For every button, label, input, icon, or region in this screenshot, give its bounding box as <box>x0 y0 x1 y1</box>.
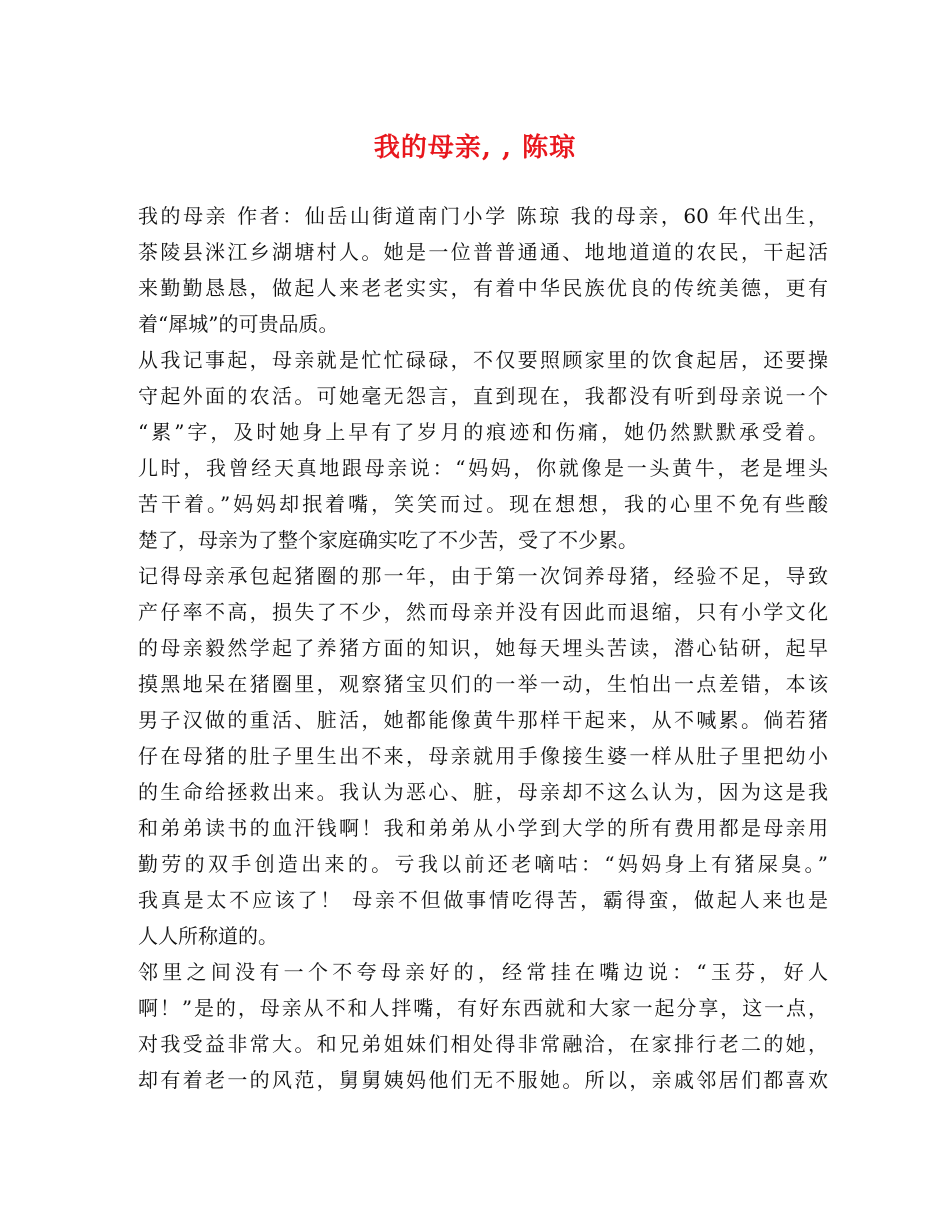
text-line: 对我受益非常大。和兄弟姐妹们相处得非常融洽，在家排行老二的她， <box>138 1032 828 1056</box>
text-line: 的母亲毅然学起了养猪方面的知识，她每天埋头苦读，潜心钻研，起早 <box>138 636 828 660</box>
document-body <box>138 198 828 1098</box>
text-line: 记得母亲承包起猪圈的那一年，由于第一次饲养母猪，经验不足，导致 <box>138 564 828 588</box>
text-line: 人人所称道的。 <box>138 924 278 948</box>
text-line: 儿时，我曾经天真地跟母亲说：“妈妈，你就像是一头黄牛，老是埋头 <box>138 456 828 480</box>
text-line: 仔在母猪的肚子里生出不来，母亲就用手像接生婆一样从肚子里把幼小 <box>138 744 828 768</box>
text-line: “累”字，及时她身上早有了岁月的痕迹和伤痛，她仍然默默承受着。 <box>138 420 828 444</box>
text-line: 却有着老一的风范，舅舅姨妈他们无不服她。所以，亲戚邻居们都喜欢 <box>138 1068 828 1092</box>
text-line: 苦干着。”妈妈却抿着嘴，笑笑而过。现在想想，我的心里不免有些酸 <box>138 492 828 516</box>
document-title: 我的母亲, , 陈琼 <box>373 133 577 163</box>
text-line: 摸黑地呆在猪圈里，观察猪宝贝们的一举一动，生怕出一点差错，本该 <box>138 672 828 696</box>
text-line: 着“犀城”的可贵品质。 <box>138 312 339 336</box>
text-line: 和弟弟读书的血汗钱啊！我和弟弟从小学到大学的所有费用都是母亲用 <box>138 816 828 840</box>
text-line: 楚了，母亲为了整个家庭确实吃了不少苦，受了不少累。 <box>138 528 638 552</box>
text-line: 茶陵县洣江乡湖塘村人。她是一位普普通通、地地道道的农民，干起活 <box>138 240 828 264</box>
text-line: 邻里之间没有一个不夸母亲好的，经常挂在嘴边说：“玉芬，好人 <box>138 960 828 984</box>
text-line: 男子汉做的重活、脏活，她都能像黄牛那样干起来，从不喊累。倘若猪 <box>138 708 828 732</box>
text-line: 的生命给拯救出来。我认为恶心、脏，母亲却不这么认为，因为这是我 <box>138 780 828 804</box>
text-line: 我的母亲 作者：仙岳山街道南门小学 陈琼 我的母亲，60 年代出生， <box>138 204 828 228</box>
text-line: 守起外面的农活。可她毫无怨言，直到现在，我都没有听到母亲说一个 <box>138 384 828 408</box>
text-line: 产仔率不高，损失了不少，然而母亲并没有因此而退缩，只有小学文化 <box>138 600 828 624</box>
text-line: 啊！”是的，母亲从不和人拌嘴，有好东西就和大家一起分享，这一点， <box>138 996 828 1020</box>
text-line: 我真是太不应该了！ 母亲不但做事情吃得苦，霸得蛮，做起人来也是 <box>138 888 828 912</box>
text-line: 勤劳的双手创造出来的。亏我以前还老嘀咕：“妈妈身上有猪屎臭。” <box>138 852 828 876</box>
text-line: 从我记事起，母亲就是忙忙碌碌，不仅要照顾家里的饮食起居，还要操 <box>138 348 828 372</box>
text-line: 来勤勤恳恳，做起人来老老实实，有着中华民族优良的传统美德，更有 <box>138 276 828 300</box>
